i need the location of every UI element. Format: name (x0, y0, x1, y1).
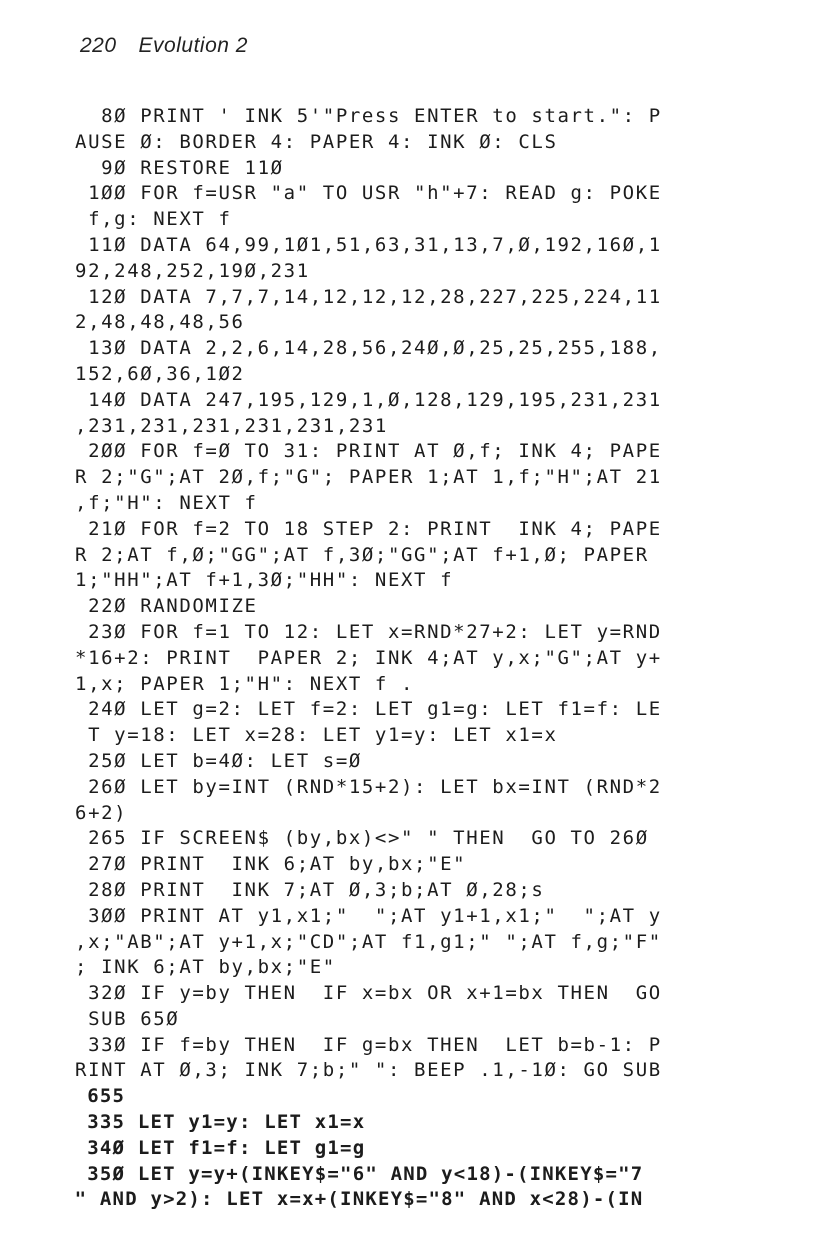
basic-program-listing (62, 104, 762, 1213)
listing-line: R 2;"G";AT 2Ø,f;"G"; PAPER 1;AT 1,f;"H";AT 21 (62, 466, 662, 489)
listing-line: 34Ø LET f1=f: LET g1=g (62, 1136, 366, 1159)
chapter-title: Evolution 2 (138, 34, 248, 57)
listing-line: 21Ø FOR f=2 TO 18 STEP 2: PRINT INK 4; PAPE (62, 517, 662, 540)
listing-line: ,231,231,231,231,231,231 (62, 414, 388, 437)
listing-line: 12Ø DATA 7,7,7,14,12,12,12,28,227,225,224,11 (62, 285, 662, 308)
listing-line: 32Ø IF y=by THEN IF x=bx OR x+1=bx THEN GO (62, 982, 662, 1005)
listing-line: 1;"HH";AT f+1,3Ø;"HH": NEXT f (62, 569, 454, 592)
listing-line: RINT AT Ø,3; INK 7;b;" ": BEEP .1,-1Ø: GO SUB (62, 1059, 662, 1082)
listing-line: 335 LET y1=y: LET x1=x (62, 1111, 366, 1134)
listing-line: SUB 65Ø (62, 1007, 180, 1030)
listing-line: 8Ø PRINT ' INK 5'"Press ENTER to start.": P (62, 105, 662, 127)
listing-line: f,g: NEXT f (62, 208, 232, 231)
page-header (80, 34, 248, 58)
listing-line: 2ØØ FOR f=Ø TO 31: PRINT AT Ø,f; INK 4; PAPE (62, 440, 662, 463)
listing-line: ; INK 6;AT by,bx;"E" (62, 956, 336, 979)
listing-line: " AND y>2): LET x=x+(INKEY$="8" AND x<28)-(IN (62, 1188, 644, 1211)
listing-line: ,x;"AB";AT y+1,x;"CD";AT f1,g1;" ";AT f,g;"F" (62, 930, 662, 953)
listing-line: 33Ø IF f=by THEN IF g=bx THEN LET b=b-1: P (62, 1033, 662, 1056)
listing-line: 11Ø DATA 64,99,1Ø1,51,63,31,13,7,Ø,192,16Ø,1 (62, 233, 662, 256)
listing-line: 14Ø DATA 247,195,129,1,Ø,128,129,195,231,231 (62, 388, 662, 411)
listing-line: 3ØØ PRINT AT y1,x1;" ";AT y1+1,x1;" ";AT y (62, 904, 662, 927)
listing-line: R 2;AT f,Ø;"GG";AT f,3Ø;"GG";AT f+1,Ø; PAPER (62, 543, 649, 566)
listing-line: 152,6Ø,36,1Ø2 (62, 362, 245, 385)
listing-line: 265 IF SCREEN$ (by,bx)<>" " THEN GO TO 26Ø (62, 827, 649, 850)
page-number: 220 (80, 34, 117, 57)
listing-line: T y=18: LET x=28: LET y1=y: LET x1=x (62, 724, 558, 747)
listing-line: 28Ø PRINT INK 7;AT Ø,3;b;AT Ø,28;s (62, 878, 545, 901)
listing-line: 6+2) (62, 801, 128, 824)
listing-line: 23Ø FOR f=1 TO 12: LET x=RND*27+2: LET y=RND (62, 620, 662, 643)
listing-line: 26Ø LET by=INT (RND*15+2): LET bx=INT (RND*2 (62, 775, 662, 798)
listing-line: 9Ø RESTORE 11Ø (62, 156, 284, 179)
listing-line: *16+2: PRINT PAPER 2; INK 4;AT y,x;"G";AT y+ (62, 646, 662, 669)
listing-line: 22Ø RANDOMIZE (62, 595, 258, 618)
listing-line: 13Ø DATA 2,2,6,14,28,56,24Ø,Ø,25,25,255,188, (62, 337, 662, 360)
listing-line: 2,48,48,48,56 (62, 311, 245, 334)
listing-line: 92,248,252,19Ø,231 (62, 259, 310, 282)
listing-line: ,f;"H": NEXT f (62, 491, 258, 514)
listing-line: 24Ø LET g=2: LET f=2: LET g1=g: LET f1=f: LE (62, 698, 662, 721)
listing-line: AUSE Ø: BORDER 4: PAPER 4: INK Ø: CLS (62, 130, 558, 153)
listing-line: 1ØØ FOR f=USR "a" TO USR "h"+7: READ g: POKE (62, 182, 662, 205)
listing-line: 27Ø PRINT INK 6;AT by,bx;"E" (62, 853, 467, 876)
listing-line: 1,x; PAPER 1;"H": NEXT f . (62, 672, 415, 695)
listing-line: 655 (62, 1085, 126, 1108)
listing-line: 35Ø LET y=y+(INKEY$="6" AND y<18)-(INKEY$="7 (62, 1162, 644, 1185)
listing-line: 25Ø LET b=4Ø: LET s=Ø (62, 749, 362, 772)
